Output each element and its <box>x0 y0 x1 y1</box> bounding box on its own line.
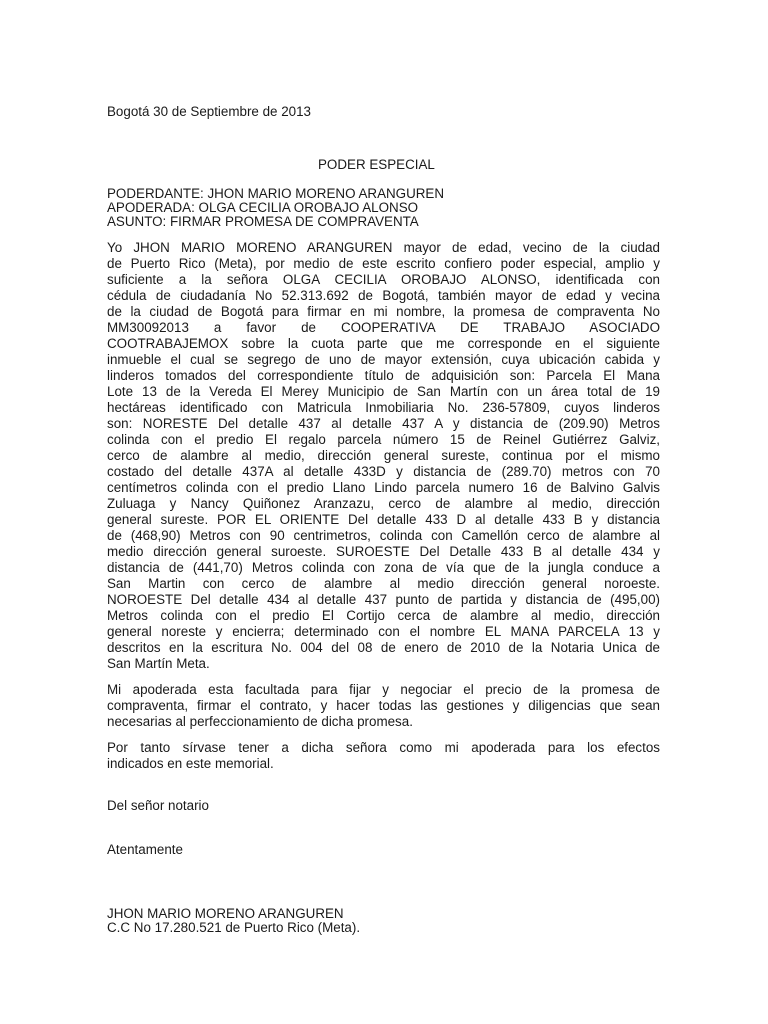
paragraph-line: San Martín Meta. <box>107 656 210 671</box>
paragraph-line: medio dirección general suroeste. SUROESTE Del Detalle 433 B al detalle 434 y <box>107 544 660 559</box>
date-line: Bogotá 30 de Septiembre de 2013 <box>107 104 311 119</box>
paragraph-line: Por tanto sírvase tener a dicha señora como mi apoderada para los efectos <box>107 740 660 755</box>
paragraph-line: Metros colinda con el predio El Cortijo cerca de alambre al medio, dirección <box>107 608 660 623</box>
paragraph-line: de la ciudad de Bogotá para firmar en mi nombre, la promesa de compraventa No <box>107 304 660 319</box>
paragraph-line: NOROESTE Del detalle 434 al detalle 437 punto de partida y distancia de (495,00) <box>107 592 660 607</box>
signature-name: JHON MARIO MORENO ARANGUREN <box>107 906 344 921</box>
document-title: PODER ESPECIAL <box>318 157 435 172</box>
closing-line: Atentamente <box>107 842 183 857</box>
paragraph-line: distancia de (441,70) Metros colinda con zona de vía que de la jungla conduce a <box>107 560 660 575</box>
paragraph-line: descritos en la escritura No. 004 del 08 de enero de 2010 de la Notaria Unica de <box>107 640 660 655</box>
attorney-field: APODERADA: OLGA CECILIA OROBAJO ALONSO <box>107 200 419 215</box>
addressee-line: Del señor notario <box>107 798 209 813</box>
paragraph-line: MM30092013 a favor de COOPERATIVA DE TRABAJO ASOCIADO <box>107 320 660 335</box>
signature-id: C.C No 17.280.521 de Puerto Rico (Meta). <box>107 920 361 935</box>
grantor-field: PODERDANTE: JHON MARIO MORENO ARANGUREN <box>107 186 445 201</box>
paragraph-line: de Puerto Rico (Meta), por medio de este escrito confiero poder especial, amplio y <box>107 256 660 271</box>
paragraph-line: colinda con el predio El regalo parcela número 15 de Reinel Gutiérrez Galviz, <box>107 432 660 447</box>
paragraph-line: Zuluaga y Nancy Quiñonez Aranzazu, cerco de alambre al medio, dirección <box>107 496 660 511</box>
paragraph-line: cédula de ciudadanía No 52.313.692 de Bogotá, también mayor de edad y vecina <box>107 288 660 303</box>
paragraph-line: general noreste y encierra; determinado con el nombre EL MANA PARCELA 13 y <box>107 624 660 639</box>
paragraph-line: son: NORESTE Del detalle 437 al detalle 437 A y distancia de (209.90) Metros <box>107 416 660 431</box>
paragraph-line: Lote 13 de la Vereda El Merey Municipio de San Martín con un área total de 19 <box>107 384 660 399</box>
paragraph-line: centímetros colinda con el predio Llano Lindo parcela numero 16 de Balvino Galvis <box>107 480 660 495</box>
paragraph-line: Mi apoderada esta facultada para fijar y negociar el precio de la promesa de <box>107 682 660 697</box>
paragraph-line: de (468,90) Metros con 90 centrimetros, colinda con Camellón cerco de alambre al <box>107 528 660 543</box>
paragraph-line: necesarias al perfeccionamiento de dicha promesa. <box>107 714 413 729</box>
paragraph-line: inmueble el cual se segrego de uno de mayor extensión, cuya ubicación cabida y <box>107 352 660 367</box>
paragraph-line: suficiente a la señora OLGA CECILIA OROBAJO ALONSO, identificada con <box>107 272 660 287</box>
paragraph-line: compraventa, firmar el contrato, y hacer todas las gestiones y diligencias que sean <box>107 698 660 713</box>
paragraph-line: linderos tomados del correspondiente título de adquisición son: Parcela El Mana <box>107 368 660 383</box>
subject-field: ASUNTO: FIRMAR PROMESA DE COMPRAVENTA <box>107 214 419 229</box>
paragraph-line: Yo JHON MARIO MORENO ARANGUREN mayor de edad, vecino de la ciudad <box>107 240 660 255</box>
paragraph-line: San Martin con cerco de alambre al medio dirección general noroeste. <box>107 576 660 591</box>
paragraph-line: indicados en este memorial. <box>107 756 274 771</box>
paragraph-line: general sureste. POR EL ORIENTE Del detalle 433 D al detalle 433 B y distancia <box>107 512 660 527</box>
paragraph-line: cerco de alambre al medio, dirección general sureste, continua por el mismo <box>107 448 660 463</box>
paragraph-line: costado del detalle 437A al detalle 433D y distancia de (289.70) metros con 70 <box>107 464 660 479</box>
paragraph-line: hectáreas identificado con Matricula Inmobiliaria No. 236-57809, cuyos linderos <box>107 400 660 415</box>
paragraph-line: COOTRABAJEMOX sobre la cuota parte que me corresponde en el siguiente <box>107 336 660 351</box>
